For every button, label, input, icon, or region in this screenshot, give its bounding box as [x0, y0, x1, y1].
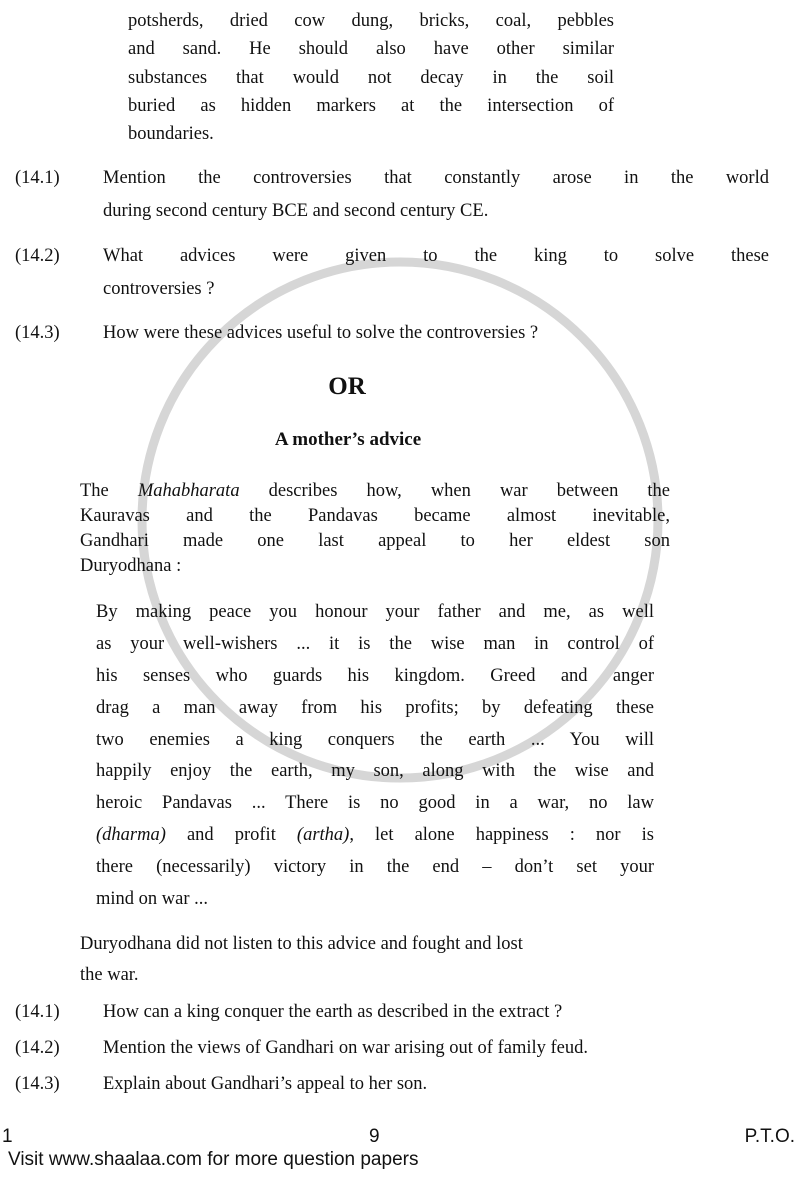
- quote-line: [96, 823, 654, 847]
- question-text: during second century BCE and second century CE.: [103, 201, 489, 221]
- text: and profit: [165, 825, 297, 845]
- quote-line: there (necessarily) victory in the end – don’t set your: [96, 857, 654, 877]
- passage-line: buried as hidden markers at the intersection of: [128, 96, 614, 116]
- question-text: controversies ?: [103, 279, 215, 299]
- question-number: (14.2): [15, 1038, 60, 1058]
- text: The: [80, 481, 138, 501]
- quote-line: as your well-wishers ... it is the wise man in control of: [96, 634, 654, 654]
- italic-term: (dharma): [96, 825, 166, 845]
- intro-line: Duryodhana :: [80, 556, 182, 576]
- question-text: How were these advices useful to solve the controversies ?: [103, 323, 539, 343]
- or-divider: OR: [328, 373, 366, 400]
- question-text: Mention the views of Gandhari on war arising out of family feud.: [103, 1038, 588, 1058]
- quote-line: drag a man away from his profits; by defeating these: [96, 698, 654, 718]
- quote-line: two enemies a king conquers the earth ... You will: [96, 730, 654, 750]
- conclusion-line: Duryodhana did not listen to this advice and fought and lost: [80, 934, 523, 954]
- intro-line: Gandhari made one last appeal to her eldest son: [80, 531, 670, 551]
- quote-line: happily enjoy the earth, my son, along with the wise and: [96, 761, 654, 781]
- footer-note: Visit www.shaalaa.com for more question papers: [8, 1149, 419, 1170]
- section-title: A mother’s advice: [274, 429, 422, 450]
- intro-line: [80, 479, 670, 503]
- question-number: (14.3): [15, 323, 60, 343]
- footer-left: 1: [2, 1126, 13, 1147]
- quote-line: By making peace you honour your father and me, as well: [96, 602, 654, 622]
- question-text: Explain about Gandhari’s appeal to her son.: [103, 1074, 428, 1094]
- quote-line: mind on war ...: [96, 889, 209, 909]
- question-number: (14.1): [15, 168, 60, 188]
- passage-line: substances that would not decay in the soil: [128, 68, 614, 88]
- question-number: (14.2): [15, 246, 60, 266]
- italic-title: Mahabharata: [137, 481, 240, 501]
- quote-line: his senses who guards his kingdom. Greed and anger: [96, 666, 654, 686]
- question-number: (14.1): [15, 1002, 60, 1022]
- passage-line: boundaries.: [128, 124, 214, 144]
- text: describes how, when war between the: [239, 481, 670, 501]
- passage-line: and sand. He should also have other similar: [128, 39, 614, 59]
- question-text: Mention the controversies that constantly arose in the world: [103, 168, 769, 188]
- passage-line: potsherds, dried cow dung, bricks, coal, pebbles: [128, 11, 614, 31]
- quote-line: heroic Pandavas ... There is no good in a war, no law: [96, 793, 654, 813]
- conclusion-line: the war.: [80, 965, 139, 985]
- question-number: (14.3): [15, 1074, 60, 1094]
- page-number: 9: [369, 1126, 380, 1147]
- question-text: How can a king conquer the earth as described in the extract ?: [103, 1002, 563, 1022]
- question-text: What advices were given to the king to solve these: [103, 246, 769, 266]
- intro-line: Kauravas and the Pandavas became almost inevitable,: [80, 506, 670, 526]
- italic-term: (artha): [296, 825, 350, 845]
- text: , let alone happiness : nor is: [349, 825, 655, 845]
- pto-label: P.T.O.: [744, 1126, 795, 1147]
